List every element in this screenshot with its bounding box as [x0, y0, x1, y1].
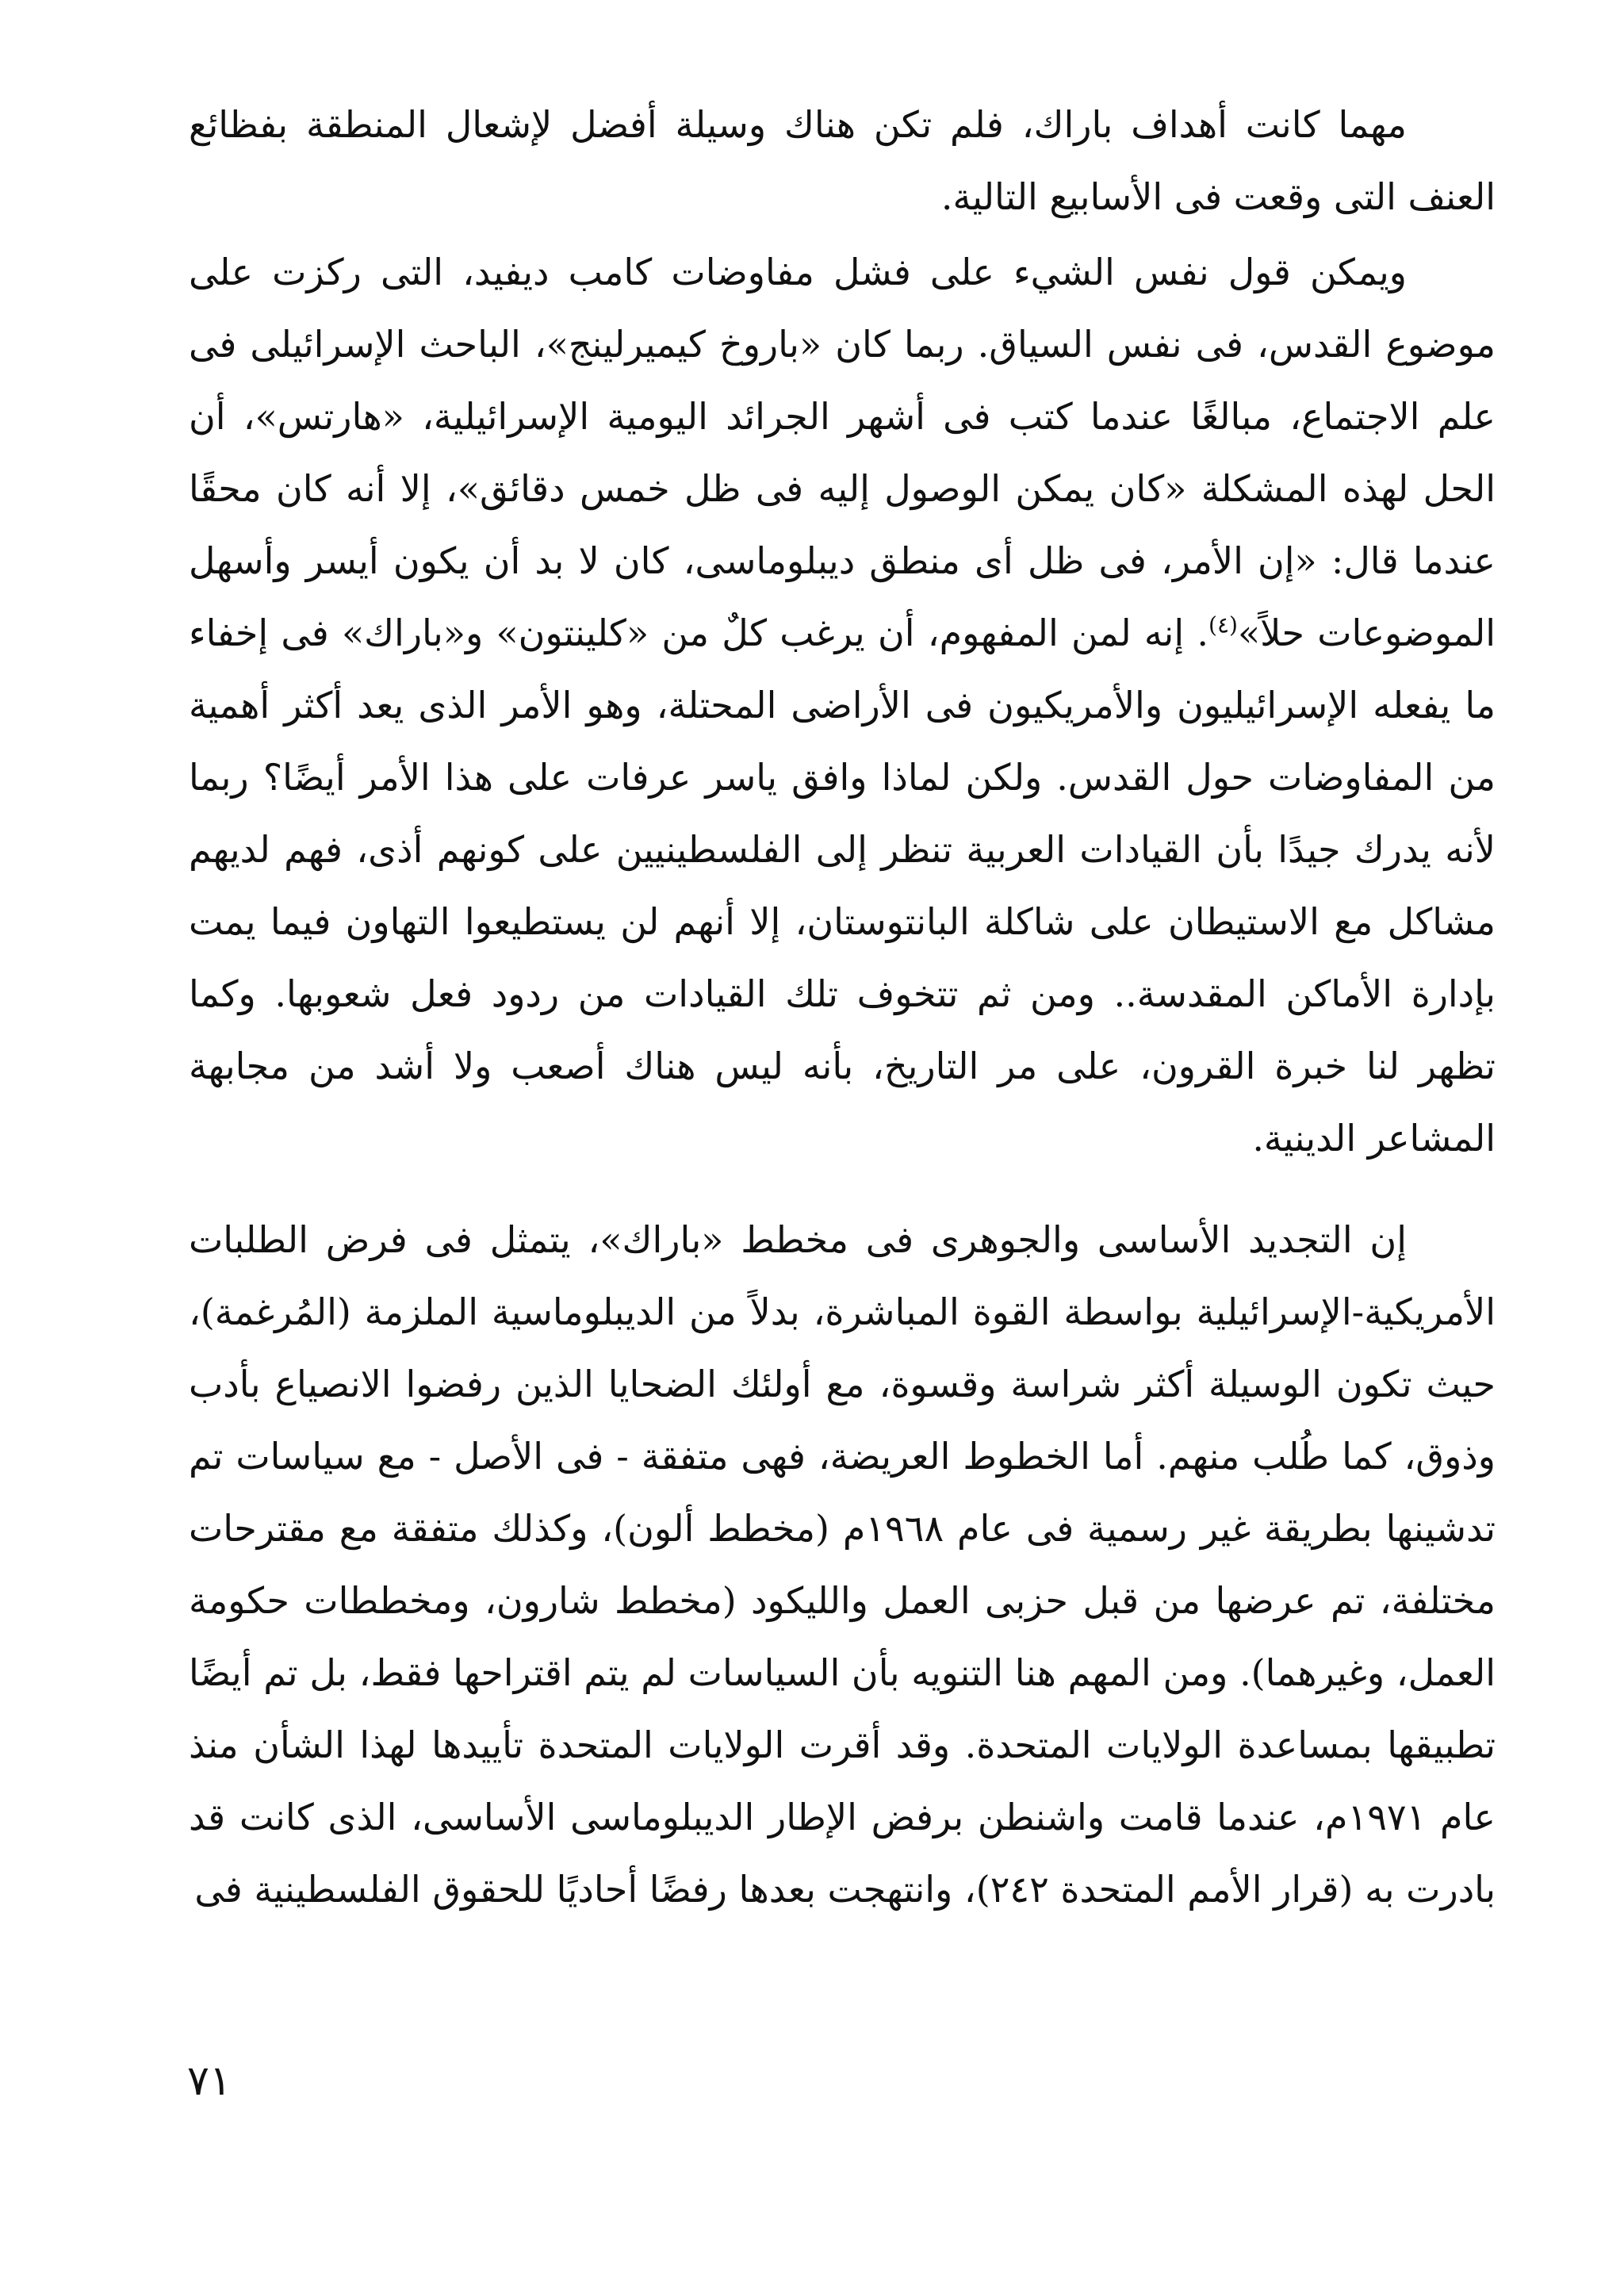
paragraph-3	[189, 1204, 1496, 1926]
page-number: ٧١	[187, 2057, 232, 2105]
paragraph-3-text: إن التجديد الأساسى والجوهرى فى مخطط «باراك»، يتمثل فى فرض الطلبات الأمريكية-الإسرائيلية بواسطة القوة المباشرة، بدلاً من الديبلوماسية الملزمة (المُرغمة)، حيث تكون الوسيلة أكثر شراسة وقسوة، مع أولئك الضحايا الذين رفضوا الانصياع بأدب وذوق، كما طُلب منهم. أما الخطوط العريضة، فهى متفقة - فى الأصل - مع سياسات تم تدشينها بطريقة غير رسمية فى عام ١٩٦٨م (مخطط ألون)، وكذلك متفقة مع مقترحات مختلفة، تم عرضها من قبل حزبى العمل والليكود (مخطط شارون، ومخططات حكومة العمل، وغيرهما). ومن المهم هنا التنويه بأن السياسات لم يتم اقتراحها فقط، بل تم أيضًا تطبيقها بمساعدة الولايات المتحدة. وقد أقرت الولايات المتحدة تأييدها لهذا الشأن منذ عام ١٩٧١م، عندما قامت واشنطن برفض الإطار الديبلوماسى الأساسى، الذى كانت قد بادرت به (قرار الأمم المتحدة ٢٤٢)، وانتهجت بعدها رفضًا أحاديًا للحقوق الفلسطينية فى	[189, 1218, 1496, 1911]
paragraph-1	[189, 89, 1496, 233]
footnote-marker: (٤)	[1208, 612, 1238, 638]
paragraph-1-text: مهما كانت أهداف باراك، فلم تكن هناك وسيلة أفضل لإشعال المنطقة بفظائع العنف التى وقعت فى الأسابيع التالية.	[189, 103, 1496, 218]
paragraph-2-part-1: ويمكن قول نفس الشيء على فشل مفاوضات كامب ديفيد، التى ركزت على موضوع القدس، فى نفس السياق. ربما كان «باروخ كيميرلينج»، الباحث الإسرائيلى فى علم الاجتماع، مبالغًا عندما كتب فى أشهر الجرائد اليومية الإسرائيلية، «هارتس»، أن الحل لهذه المشكلة «كان يمكن الوصول إليه فى ظل خمس دقائق»، إلا أنه كان محقًا عندما قال: «إن الأمر، فى ظل أى منطق ديبلوماسى، كان لا بد أن يكون أيسر وأسهل الموضوعات حلاً»	[189, 251, 1496, 654]
paragraph-2	[189, 236, 1496, 1175]
paragraph-2-text	[189, 236, 1496, 1175]
paragraph-2-part-2: . إنه لمن المفهوم، أن يرغب كلٌ من «كلينتون» و«باراك» فى إخفاء ما يفعله الإسرائيليون والأمريكيون فى الأراضى المحتلة، وهو الأمر الذى يعد أكثر أهمية من المفاوضات حول القدس. ولكن لماذا وافق ياسر عرفات على هذا الأمر أيضًا؟ ربما لأنه يدرك جيدًا بأن القيادات العربية تنظر إلى الفلسطينيين على كونهم أذى، فهم لديهم مشاكل مع الاستيطان على شاكلة البانتوستان، إلا أنهم لن يستطيعوا التهاون فيما يمت بإدارة الأماكن المقدسة.. ومن ثم تتخوف تلك القيادات من ردود فعل شعوبها. وكما تظهر لنا خبرة القرون، على مر التاريخ، بأنه ليس هناك أصعب ولا أشد من مجابهة المشاعر الدينية.	[189, 612, 1496, 1160]
